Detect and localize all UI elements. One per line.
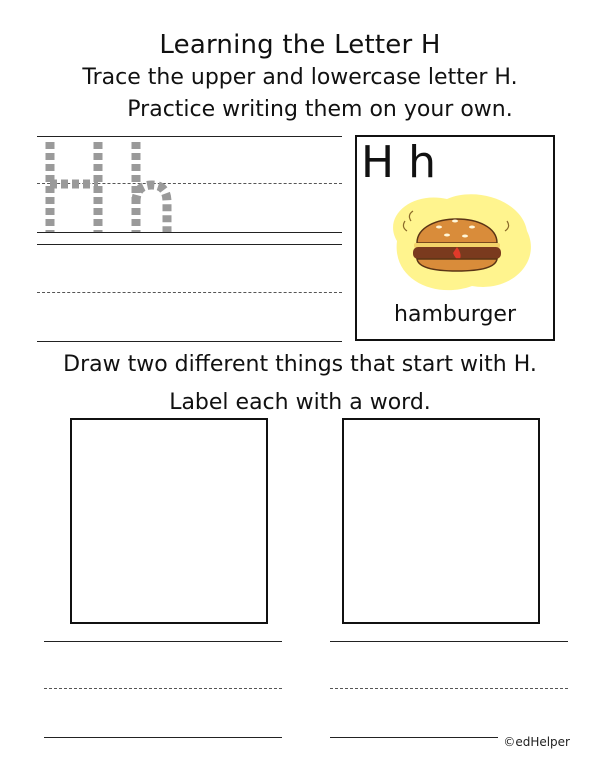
writing-line-base-2 xyxy=(37,341,342,342)
instruction-draw: Draw two different things that start with H. xyxy=(63,352,537,377)
card-word: hamburger xyxy=(394,302,516,327)
hamburger-icon xyxy=(377,181,537,301)
writing-line-mid-dashed-2 xyxy=(37,292,342,293)
drawing-box-right[interactable] xyxy=(342,418,540,624)
picture-card xyxy=(355,135,555,341)
label-line-top xyxy=(330,641,568,642)
writing-line-top-2 xyxy=(37,244,342,245)
label-line-mid-dashed xyxy=(44,688,282,689)
label-line-mid-dashed xyxy=(330,688,568,689)
writing-line-top xyxy=(37,136,342,137)
instruction-trace: Trace the upper and lowercase letter H. xyxy=(82,65,518,90)
label-line-base xyxy=(330,737,498,738)
label-line-base xyxy=(44,737,282,738)
label-line-top xyxy=(44,641,282,642)
card-letters: H h xyxy=(361,137,436,188)
instruction-label: Label each with a word. xyxy=(169,390,431,415)
instruction-practice: Practice writing them on your own. xyxy=(127,97,513,122)
page-title: Learning the Letter H xyxy=(159,30,441,60)
copyright-notice: ©edHelper xyxy=(503,735,570,749)
drawing-box-left[interactable] xyxy=(70,418,268,624)
trace-letters-hh xyxy=(40,140,180,240)
